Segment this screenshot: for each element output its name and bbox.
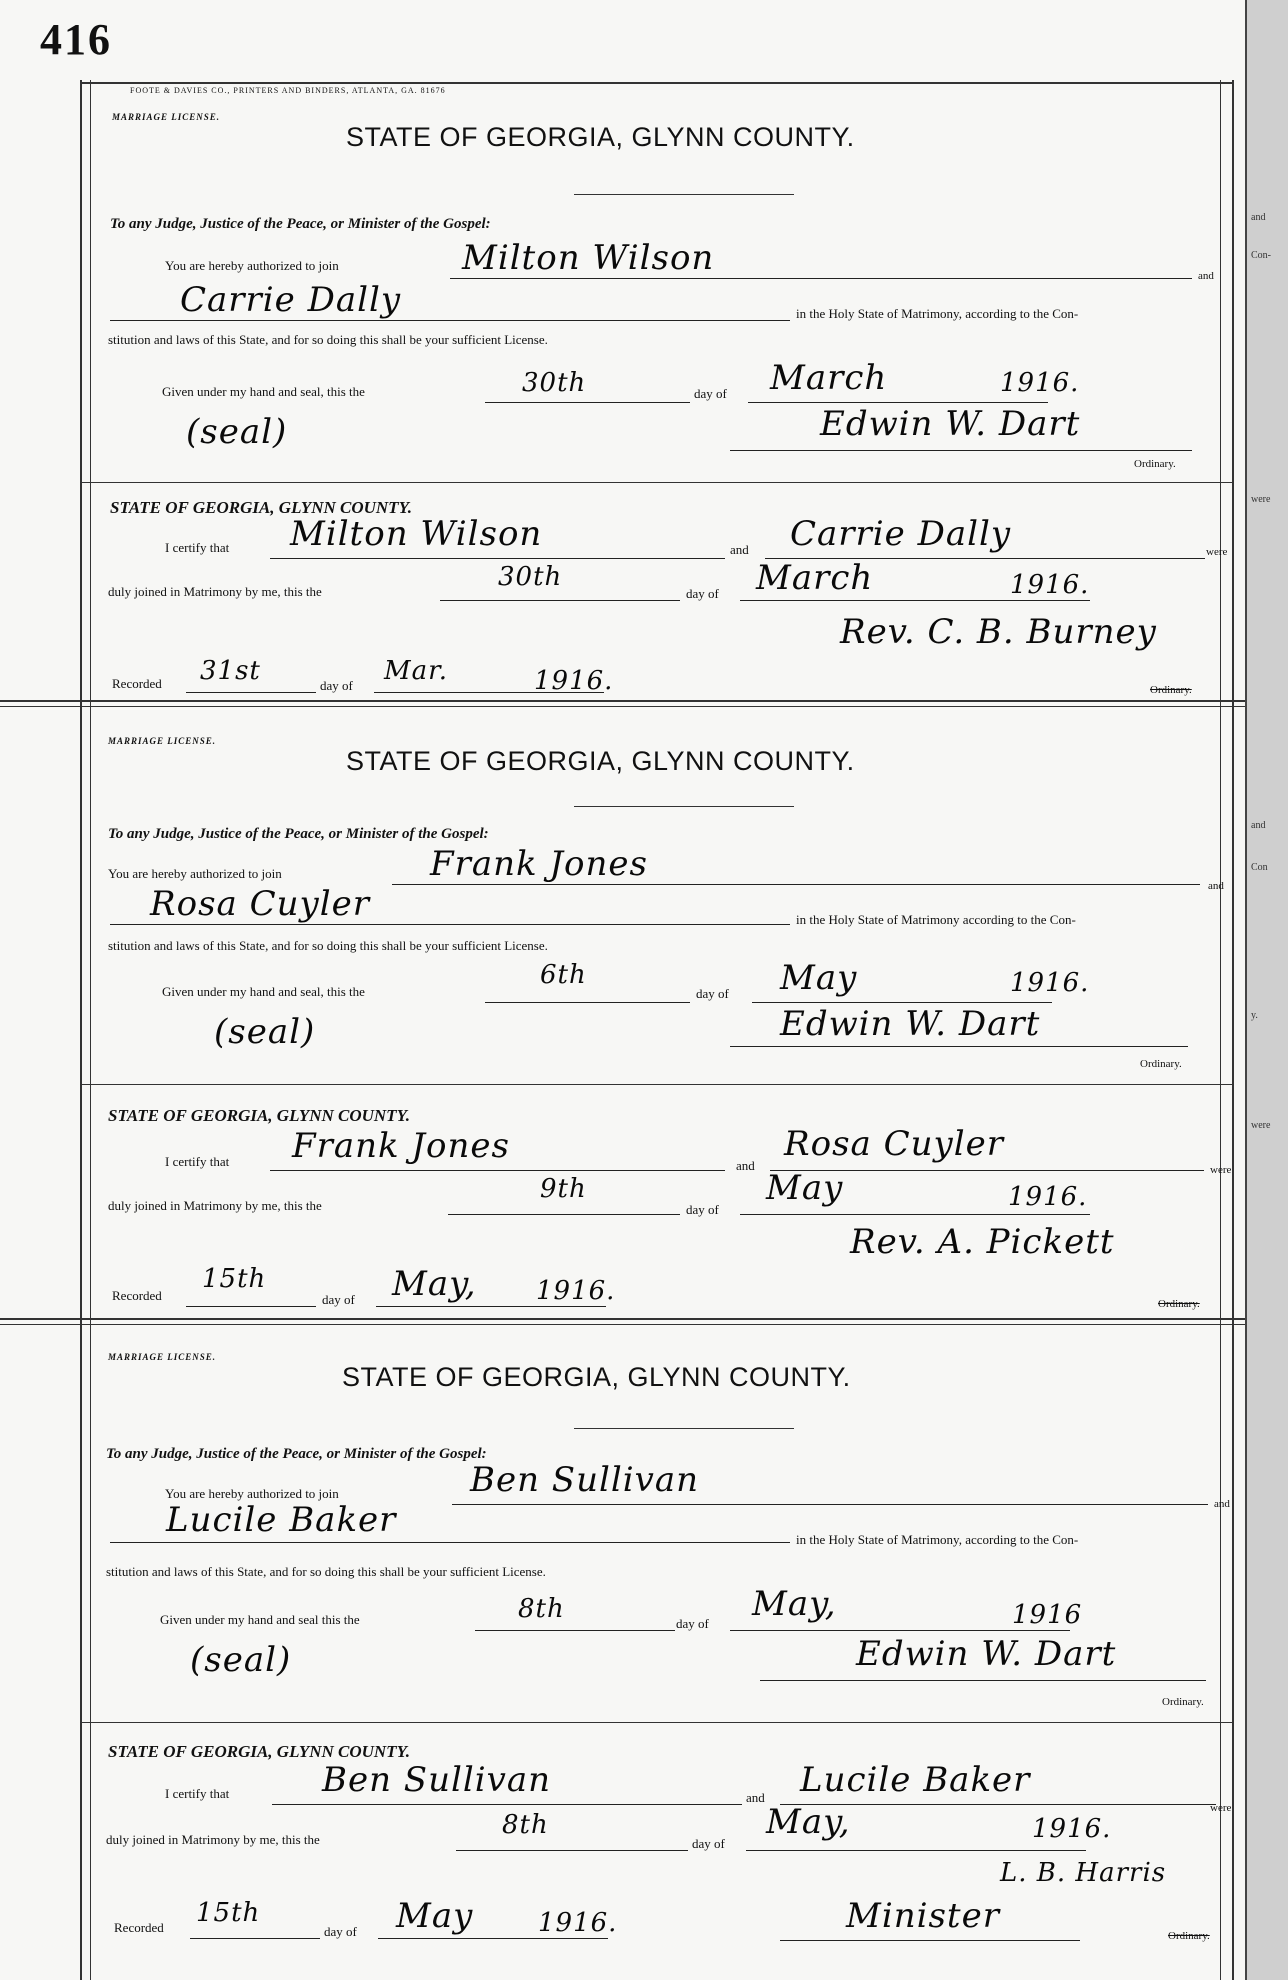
title-rule (574, 1428, 794, 1429)
given-year: 1916 (1012, 1600, 1083, 1630)
margin-line (1220, 80, 1221, 1980)
joined-year: 1916. (1032, 1814, 1112, 1844)
certify-label: I certify that (165, 540, 230, 555)
recorded-day-of-label: day of (320, 678, 353, 693)
margin-word: y. (1251, 1010, 1258, 1021)
officiant-signature: Rev. A. Pickett (850, 1222, 1115, 1262)
record-separator (0, 1324, 1245, 1325)
fill-line (186, 692, 316, 693)
given-label: Given under my hand and seal, this the (162, 984, 365, 999)
and-label: and (1198, 270, 1214, 282)
recorded-year: 1916. (538, 1908, 618, 1938)
fill-line (270, 1170, 725, 1171)
license-title: STATE OF GEORGIA, GLYNN COUNTY. (346, 122, 855, 152)
fill-line (110, 1542, 790, 1543)
joined-day: 8th (502, 1810, 549, 1840)
holy-state-text: in the Holy State of Matrimony according to the Con- (796, 912, 1076, 927)
certificate-title: STATE OF GEORGIA, GLYNN COUNTY. (110, 498, 412, 517)
section-rule (80, 1722, 1232, 1723)
recorded-ordinary-label: Ordinary. (1168, 1930, 1210, 1942)
margin-word: were (1251, 1120, 1271, 1131)
recorded-ordinary-label: Ordinary. (1158, 1298, 1200, 1310)
given-month: May (780, 958, 858, 998)
certificate-title: STATE OF GEORGIA, GLYNN COUNTY. (108, 1106, 410, 1125)
fill-line (110, 320, 790, 321)
address-line: To any Judge, Justice of the Peace, or Minister of the Gospel: (108, 826, 489, 842)
bride-name: Rosa Cuyler (150, 884, 370, 924)
holy-state-text: in the Holy State of Matrimony, according to the Con- (796, 306, 1079, 321)
record-separator (0, 1318, 1245, 1320)
certify-label: I certify that (165, 1154, 230, 1169)
fill-line (740, 1214, 1090, 1215)
joined-day: 9th (540, 1174, 587, 1204)
address-line: To any Judge, Justice of the Peace, or Minister of the Gospel: (106, 1446, 487, 1462)
adjacent-page-edge (1245, 0, 1288, 1980)
fill-line (110, 924, 790, 925)
seal-mark: (seal) (190, 1640, 292, 1680)
fill-line (440, 600, 680, 601)
fill-line (740, 600, 1090, 601)
constitution-text: stitution and laws of this State, and for so doing this shall be your sufficient License. (108, 332, 548, 347)
authorized-label: You are hereby authorized to join (165, 1486, 339, 1501)
given-month: March (770, 358, 888, 398)
certificate-groom: Frank Jones (292, 1126, 510, 1166)
signature-line (780, 1940, 1080, 1941)
margin-line (80, 80, 82, 1980)
recorded-label: Recorded (114, 1920, 164, 1935)
fill-line (730, 1630, 1070, 1631)
printer-line: FOOTE & DAVIES CO., PRINTERS AND BINDERS, ATLANTA, GA. 81676 (130, 86, 446, 95)
joined-month: May, (766, 1802, 851, 1842)
recorded-month: May (396, 1896, 474, 1936)
fill-line (190, 1938, 320, 1939)
joined-month: March (756, 558, 874, 598)
constitution-text: stitution and laws of this State, and for so doing this shall be your sufficient License. (106, 1564, 546, 1579)
recorded-day: 31st (200, 656, 261, 686)
holy-state-text: in the Holy State of Matrimony, according to the Con- (796, 1532, 1079, 1547)
officiant-title: Minister (846, 1896, 1000, 1936)
recorded-day: 15th (196, 1898, 261, 1928)
seal-mark: (seal) (186, 412, 288, 452)
ordinary-label: Ordinary. (1134, 458, 1176, 470)
day-of-label: day of (676, 1616, 709, 1631)
recorded-year: 1916. (534, 666, 614, 696)
fill-line (272, 1804, 742, 1805)
fill-line (450, 278, 1192, 279)
margin-word: and (1251, 820, 1266, 831)
section-rule (80, 1084, 1232, 1085)
given-day: 6th (540, 960, 587, 990)
given-day: 30th (522, 368, 587, 398)
and-label: and (1214, 1498, 1230, 1510)
margin-word: Con (1251, 862, 1268, 873)
page-number: 416 (40, 15, 112, 64)
ordinary-label: Ordinary. (1140, 1058, 1182, 1070)
title-rule (574, 806, 794, 807)
authorized-label: You are hereby authorized to join (108, 866, 282, 881)
margin-line (1232, 80, 1234, 1980)
fill-line (475, 1630, 675, 1631)
top-rule (80, 82, 1232, 84)
license-title: STATE OF GEORGIA, GLYNN COUNTY. (342, 1362, 851, 1392)
fill-line (448, 1214, 680, 1215)
certificate-groom: Milton Wilson (290, 514, 543, 554)
were-label: were (1206, 546, 1228, 558)
recorded-day-of-label: day of (324, 1924, 357, 1939)
officiant-signature: L. B. Harris (1000, 1858, 1167, 1888)
recorded-month: Mar. (384, 656, 448, 686)
fill-line (452, 1504, 1208, 1505)
joined-label: duly joined in Matrimony by me, this the (108, 584, 322, 599)
certificate-bride: Lucile Baker (800, 1760, 1031, 1800)
day-of-label: day of (694, 386, 727, 401)
joined-day-of-label: day of (692, 1836, 725, 1851)
recorded-day: 15th (202, 1264, 267, 1294)
license-title: STATE OF GEORGIA, GLYNN COUNTY. (346, 746, 855, 776)
seal-mark: (seal) (214, 1012, 316, 1052)
joined-day-of-label: day of (686, 1202, 719, 1217)
fill-line (186, 1306, 316, 1307)
certificate-and: and (736, 1158, 755, 1173)
signature-line (730, 450, 1192, 451)
joined-label: duly joined in Matrimony by me, this the (108, 1198, 322, 1213)
joined-day: 30th (498, 562, 563, 592)
margin-word: and (1251, 212, 1266, 223)
given-day: 8th (518, 1594, 565, 1624)
given-year: 1916. (1010, 968, 1090, 998)
day-of-label: day of (696, 986, 729, 1001)
fill-line (748, 402, 1048, 403)
license-tag: MARRIAGE LICENSE. (108, 736, 217, 746)
signature-line (760, 1680, 1206, 1681)
recorded-label: Recorded (112, 676, 162, 691)
fill-line (378, 1938, 608, 1939)
ordinary-label: Ordinary. (1162, 1696, 1204, 1708)
recorded-month: May, (392, 1264, 477, 1304)
fill-line (392, 884, 1200, 885)
certificate-and: and (730, 542, 749, 557)
ordinary-signature: Edwin W. Dart (780, 1004, 1041, 1044)
joined-day-of-label: day of (686, 586, 719, 601)
fill-line (752, 1002, 1052, 1003)
certificate-bride: Carrie Dally (790, 514, 1012, 554)
certificate-title: STATE OF GEORGIA, GLYNN COUNTY. (108, 1742, 410, 1761)
certificate-bride: Rosa Cuyler (784, 1124, 1004, 1164)
joined-year: 1916. (1008, 1182, 1088, 1212)
title-rule (574, 194, 794, 195)
bride-name: Lucile Baker (166, 1500, 397, 1540)
fill-line (270, 558, 725, 559)
groom-name: Ben Sullivan (470, 1460, 699, 1500)
margin-word: were (1251, 494, 1271, 505)
address-line: To any Judge, Justice of the Peace, or Minister of the Gospel: (110, 216, 491, 232)
recorded-year: 1916. (536, 1276, 616, 1306)
given-label: Given under my hand and seal this the (160, 1612, 360, 1627)
constitution-text: stitution and laws of this State, and for so doing this shall be your sufficient License. (108, 938, 548, 953)
given-year: 1916. (1000, 368, 1080, 398)
section-rule (80, 482, 1232, 483)
record-separator (0, 700, 1245, 702)
fill-line (456, 1850, 688, 1851)
signature-line (730, 1046, 1188, 1047)
joined-label: duly joined in Matrimony by me, this the (106, 1832, 320, 1847)
recorded-ordinary-label: Ordinary. (1150, 684, 1192, 696)
certificate-and: and (746, 1790, 765, 1805)
ordinary-signature: Edwin W. Dart (856, 1634, 1117, 1674)
certify-label: I certify that (165, 1786, 230, 1801)
given-month: May, (752, 1584, 837, 1624)
recorded-label: Recorded (112, 1288, 162, 1303)
bride-name: Carrie Dally (180, 280, 402, 320)
recorded-day-of-label: day of (322, 1292, 355, 1307)
certificate-groom: Ben Sullivan (322, 1760, 551, 1800)
fill-line (746, 1850, 1086, 1851)
ordinary-signature: Edwin W. Dart (820, 404, 1081, 444)
groom-name: Milton Wilson (462, 238, 715, 278)
margin-line (90, 80, 91, 1980)
fill-line (485, 1002, 690, 1003)
were-label: were (1210, 1802, 1232, 1814)
were-label: were (1210, 1164, 1232, 1176)
record-separator (0, 706, 1245, 707)
fill-line (485, 402, 690, 403)
joined-year: 1916. (1010, 570, 1090, 600)
margin-word: Con- (1251, 250, 1271, 261)
officiant-signature: Rev. C. B. Burney (840, 612, 1157, 652)
authorized-label: You are hereby authorized to join (165, 258, 339, 273)
license-tag: MARRIAGE LICENSE. (112, 112, 221, 122)
and-label: and (1208, 880, 1224, 892)
license-tag: MARRIAGE LICENSE. (108, 1352, 217, 1362)
groom-name: Frank Jones (430, 844, 648, 884)
given-label: Given under my hand and seal, this the (162, 384, 365, 399)
fill-line (376, 1306, 606, 1307)
joined-month: May (766, 1168, 844, 1208)
